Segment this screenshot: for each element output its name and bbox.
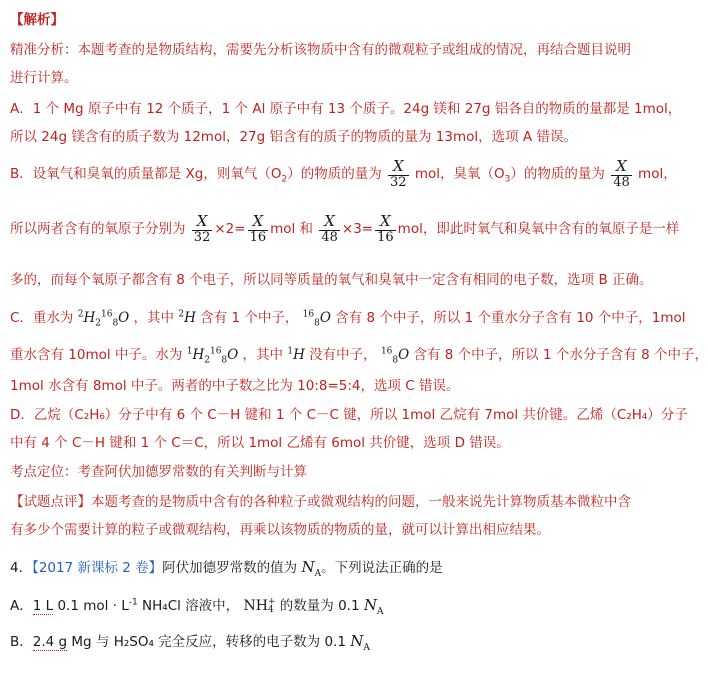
heavy-water-formula [77,309,130,329]
avogadro-symbol [350,632,370,653]
quantity: 2.4 g [32,634,68,650]
denominator: 48 [321,229,338,245]
option-label: A． [10,598,33,614]
mass-number: 1 [287,346,294,357]
exponent: -1 [128,597,138,608]
atom-count: 2 [204,355,210,366]
option-b-line-1 [10,158,677,190]
ion-symbol: NH [243,598,268,614]
question-4-option-b [10,630,370,653]
text: C．重水为 [10,310,74,326]
element-symbol: H [83,310,96,326]
water-formula [186,346,239,366]
element-symbol: O [118,310,130,326]
text: 含有 1 个中子， [200,310,299,326]
option-d-line-2: 中有 4 个 C－H 键和 1 个 C＝C，所以 1mol 乙烯有 6mol 共价键，选项 D 错误。 [10,435,510,451]
analysis-line-2: 进行计算。 [10,70,78,86]
question-number: 4． [10,560,33,576]
comment-line-2: 有多少个需要计算的粒子或微观结构，再乘以该物质的物质的量，就可以计算出相应结果。 [10,522,550,538]
mass-number: 16 [100,309,113,320]
option-b-line-2 [10,213,679,245]
avogadro-symbol [363,596,384,617]
denominator: 16 [249,229,267,245]
deuterium-symbol [178,310,196,326]
text: Mg 与 H₂SO₄ 完全反应，转移的电子数为 0.1 [67,634,346,650]
text: 重水含有 10mol 中子。水为 [10,347,183,363]
oxygen-16-symbol [380,346,410,366]
text: ×2= [214,220,246,237]
element-symbol: H [184,310,196,326]
ammonium-ion [243,598,275,614]
comment-line-1: 【试题点评】本题考查的是物质中含有的各种粒子或微观结构的问题，一般来说先计算物质基本微粒中含 [10,494,631,510]
element-symbol: O [398,347,410,363]
fraction-x-over-32 [192,213,213,245]
question-4-stem [10,556,443,579]
option-b-line-3: 多的，而每个氧原子都含有 8 个电子，所以同等质量的氧气和臭氧中一定含有相同的电子数，选项 B 正确。 [10,272,653,288]
option-label: B． [10,634,33,650]
atomic-number: 8 [221,355,228,366]
numerator: X [196,212,208,230]
element-symbol: H [192,347,205,363]
fraction-x-over-16 [248,213,269,245]
text: ×3= [341,220,374,237]
fraction-x-over-48 [319,213,340,245]
protium-symbol [287,347,305,363]
text: ，其中 [133,310,175,326]
numerator: X [380,212,391,230]
analysis-line-1: 精准分析：本题考查的是物质结构，需要先分析该物质中含有的微观粒子或组成的情况，再结合题目说明 [10,42,631,58]
question-4-option-a [10,594,383,617]
text: ，其中 [242,347,284,363]
subscript: A [314,569,322,579]
mass-number: 2 [77,309,84,320]
atomic-number: 8 [314,318,320,329]
subscript: 3 [504,174,511,185]
text: 所以两者含有的氧原子分别为 [10,220,186,237]
element-symbol: O [319,310,331,326]
fraction-x-over-16 [375,213,396,245]
atomic-number: 8 [112,318,119,329]
numerator: X [616,157,627,175]
option-d-line-1: D．乙烷（C₂H₆）分子中有 6 个 C－H 键和 1 个 C－C 键，所以 1mol 乙烷有 7mol 共价键。乙烯（C₂H₄）分子 [10,407,688,423]
text: mol 和 [270,220,314,237]
option-c-line-2 [10,343,708,366]
atomic-number: 8 [392,355,399,366]
subscript: A [376,607,384,617]
subscript: 2 [281,174,288,185]
symbol: N [363,596,377,614]
symbol: N [301,558,315,576]
subscript: 4 [267,605,274,615]
text: ）的物质的量为 [287,165,382,182]
atom-count: 2 [95,318,101,329]
denominator: 48 [613,174,630,190]
text: B．设氧气和臭氧的质量都是 Xg，则氧气（O [10,165,282,182]
fraction-x-over-32 [388,158,409,190]
oxygen-16-symbol [302,309,331,329]
text: 含有 8 个中子，所以 1 个水分子含有 8 个中子， [413,347,708,363]
text: 没有中子， [309,347,377,363]
denominator: 16 [377,229,394,245]
question-text: 阿伏加德罗常数的值为 [162,560,298,576]
text: ）的物质的量为 [510,165,605,182]
option-a-line-2: 所以 24g 镁含有的质子数为 12mol，27g 铝含有的质子的物质的量为 13mol，选项 A 错误。 [10,129,577,145]
mass-number: 16 [209,346,222,357]
denominator: 32 [193,229,211,245]
point-line: 考点定位：考查阿伏加德罗常数的有关判断与计算 [10,464,307,480]
numerator: X [324,212,335,230]
symbol: N [350,632,364,650]
text: mol，臭氧（O [414,165,505,182]
charge: + [267,596,276,607]
text: 含有 8 个中子，所以 1 个重水分子含有 10 个中子，1mol [335,310,686,326]
element-symbol: H [293,347,305,363]
analysis-header: 【解析】 [10,12,64,28]
question-text-end: 。下列说法正确的是 [321,560,443,576]
element-symbol: O [227,347,239,363]
avogadro-symbol [301,558,322,579]
text: 0.1 mol · L [53,598,129,614]
text: 的数量为 0.1 [279,598,360,614]
mass-number: 16 [302,309,315,320]
option-c-line-1 [10,306,686,329]
text: mol，即此时氧气和臭氧中含有的氧原子是一样 [397,220,680,237]
subscript: A [363,643,370,653]
numerator: X [392,157,404,175]
mass-number: 2 [178,309,185,320]
option-c-line-3: 1mol 水含有 8mol 中子。两者的中子数之比为 10:8=5:4，选项 C 错误。 [10,378,460,394]
text: mol， [638,165,677,182]
mass-number: 1 [186,346,193,357]
mass-number: 16 [380,346,393,357]
option-a-line-1: A．1 个 Mg 原子中有 12 个质子，1 个 Al 原子中有 13 个质子。24g 镁和 27g 铝各自的物质的量都是 1mol， [10,101,682,117]
quantity: 1 L [32,598,54,614]
denominator: 32 [390,174,407,190]
question-source: 【2017 新课标 2 卷】 [32,560,163,576]
text: NH₄Cl 溶液中， [137,598,240,614]
fraction-x-over-48 [611,158,632,190]
numerator: X [252,212,264,230]
